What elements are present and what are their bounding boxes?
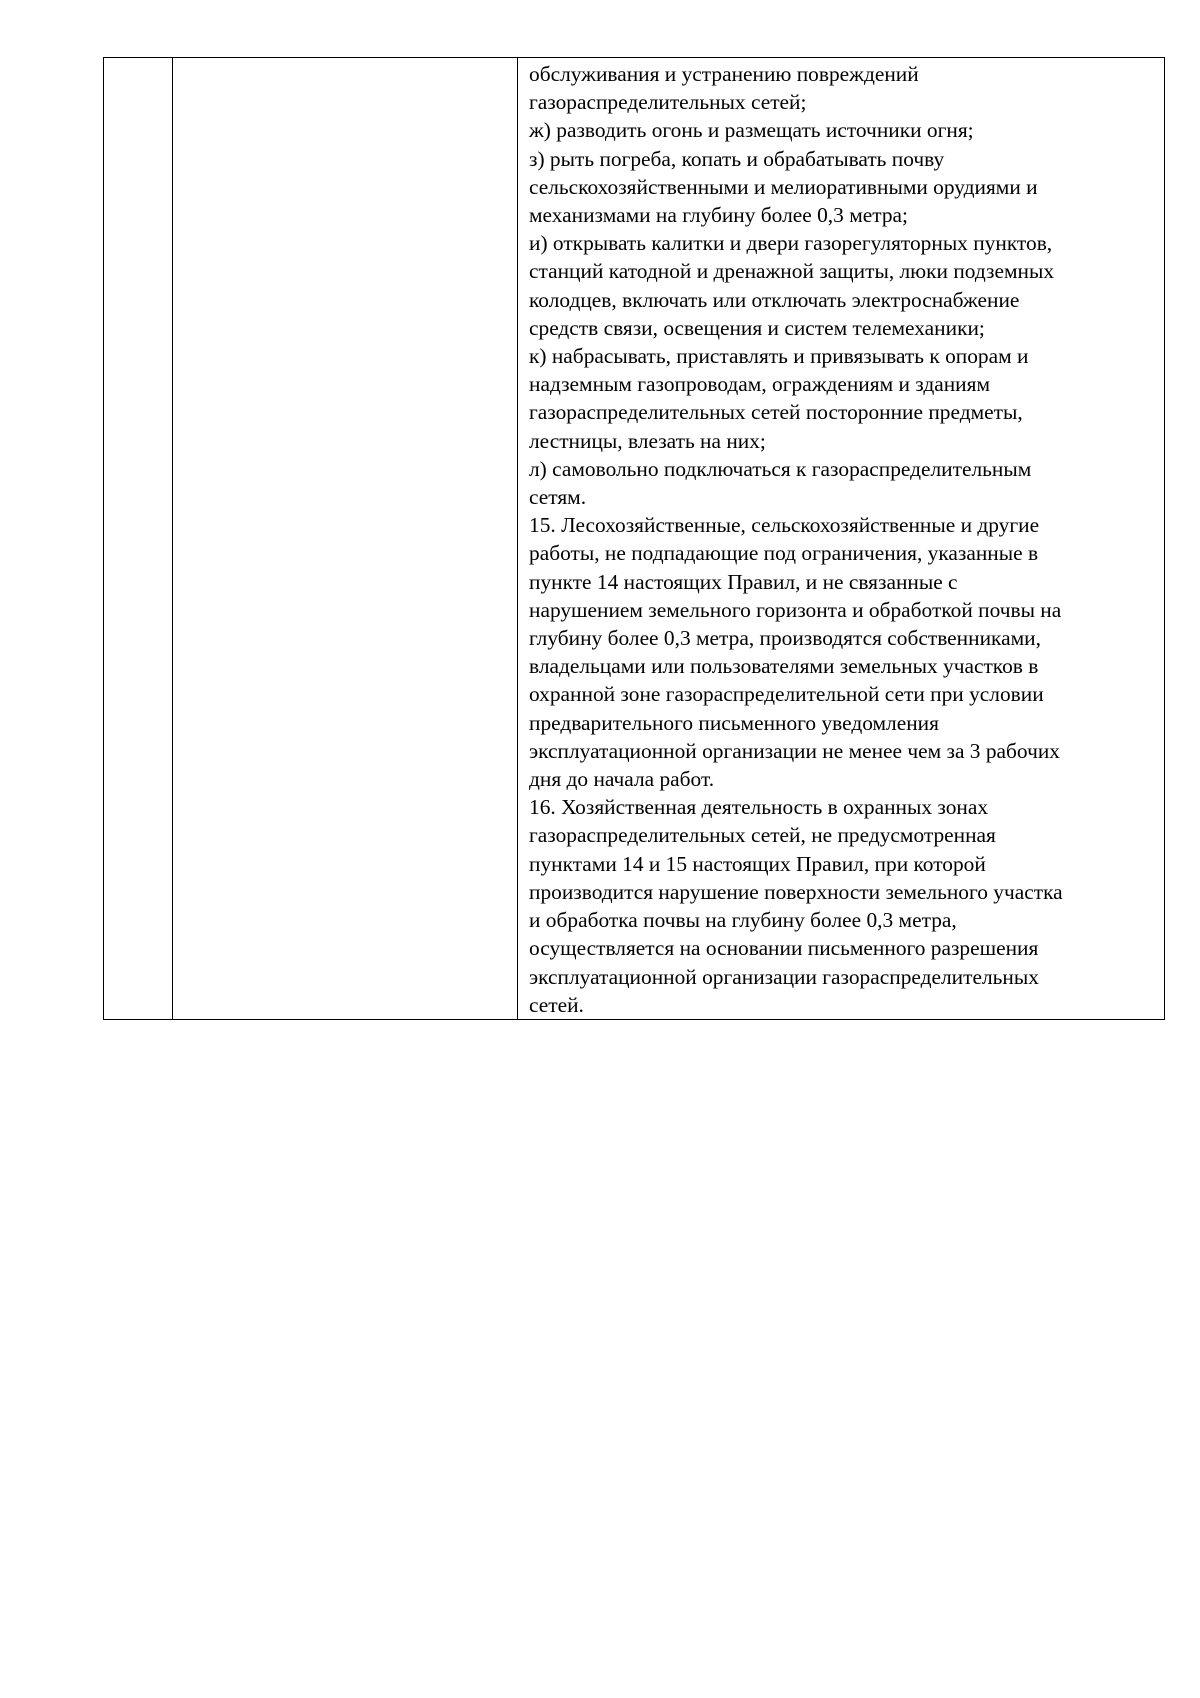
text-line: сетям. <box>529 485 587 510</box>
text-line: надземным газопроводам, ограждениям и зданиям <box>529 372 990 397</box>
text-line: механизмами на глубину более 0,3 метра; <box>529 203 908 228</box>
text-line: эксплуатационной организации не менее чем за 3 рабочих <box>529 738 1060 763</box>
text-line: владельцами или пользователями земельных участков в <box>529 654 1039 679</box>
text-line: работы, не подпадающие под ограничения, указанные в <box>529 541 1039 566</box>
text-line: и обработка почвы на глубину более 0,3 метра, <box>529 908 957 933</box>
text-line: ж) разводить огонь и размещать источники огня; <box>529 118 974 143</box>
text-line: обслуживания и устранению повреждений <box>529 62 919 86</box>
text-line: колодцев, включать или отключать электроснабжение <box>529 287 1020 312</box>
text-line: л) самовольно подключаться к газораспределительным <box>529 456 1032 481</box>
text-line: 15. Лесохозяйственные, сельскохозяйственные и другие <box>529 513 1040 538</box>
text-line: эксплуатационной организации газораспределительных <box>529 964 1039 989</box>
text-line: сетей. <box>529 992 584 1017</box>
text-line: охранной зоне газораспределительной сети при условии <box>529 682 1044 707</box>
text-line: газораспределительных сетей; <box>529 90 807 115</box>
text-line: и) открывать калитки и двери газорегуляторных пунктов, <box>529 231 1053 256</box>
text-line: к) набрасывать, приставлять и привязывать к опорам и <box>529 344 1029 369</box>
text-line: глубину более 0,3 метра, производятся собственниками, <box>529 626 1041 651</box>
text-line: лестницы, влезать на них; <box>529 428 766 453</box>
regulation-table <box>103 57 1165 1020</box>
row-number-cell <box>104 58 173 1020</box>
text-line: 16. Хозяйственная деятельность в охранных зонах <box>529 795 989 820</box>
text-line: предварительного письменного уведомления <box>529 710 939 735</box>
row-name-cell <box>173 58 518 1020</box>
text-line: средств связи, освещения и систем телемеханики; <box>529 315 985 340</box>
text-line: пунктами 14 и 15 настоящих Правил, при которой <box>529 851 986 876</box>
regulation-text <box>518 58 1164 1019</box>
text-line: дня до начала работ. <box>529 767 715 792</box>
text-line: нарушением земельного горизонта и обработкой почвы на <box>529 597 1062 622</box>
row-text-cell <box>518 58 1165 1020</box>
text-line: пункте 14 настоящих Правил, и не связанные с <box>529 569 958 594</box>
text-line: газораспределительных сетей, не предусмотренная <box>529 823 996 848</box>
text-line: сельскохозяйственными и мелиоративными орудиями и <box>529 174 1038 199</box>
text-line: газораспределительных сетей посторонние предметы, <box>529 400 1023 425</box>
table-row <box>104 58 1165 1020</box>
text-line: станций катодной и дренажной защиты, люки подземных <box>529 259 1055 284</box>
text-line: осуществляется на основании письменного разрешения <box>529 936 1039 961</box>
text-line: производится нарушение поверхности земельного участка <box>529 879 1063 904</box>
text-line: з) рыть погреба, копать и обрабатывать почву <box>529 146 945 171</box>
